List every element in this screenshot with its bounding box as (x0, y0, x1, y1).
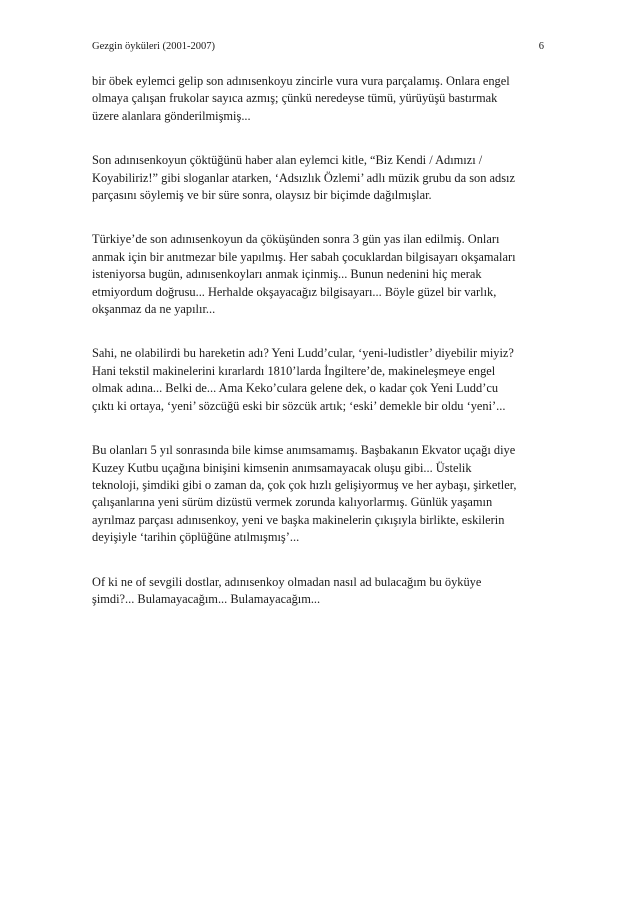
text-line: Bu olanları 5 yıl sonrasında bile kimse anımsamamış. Başbakanın Ekvator uçağı diye (92, 443, 516, 458)
text-line: anmak için bir anıtmezar bile yapılmış. Her sabah çocuklardan bilgisayarı okşamaları (92, 249, 516, 264)
paragraph-6 (92, 574, 550, 609)
text-line: olmaya çalışan frukolar sayıca azmış; çünkü neredeyse tümü, yürüyüşü bastırmak (92, 91, 498, 106)
text-line: Kuzey Kutbu uçağına binişini kimsenin anımsamayacak oluşu gibi... Üstelik (92, 460, 472, 475)
text-line: bir öbek eylemci gelip son adınısenkoyu zincirle vura vura parçalamış. Onlara engel (92, 74, 510, 88)
page-number: 6 (538, 41, 544, 52)
text-line: Türkiye’de son adınısenkoyun da çöküşünden sonra 3 gün yas ilan edilmiş. Onları (92, 232, 500, 247)
paragraph-2 (92, 152, 550, 204)
body-text (92, 73, 550, 635)
text-line: teknoloji, şimdiki gibi o zaman da, çok çok hızlı gelişiyormuş ve her aybaşı, şirketler, (92, 477, 517, 492)
text-line: çalışanlarına yeni sürüm dizüstü vermek zorunda kalıyorlarmış. Günlük yaşamın (92, 495, 493, 510)
paragraph-1 (92, 73, 550, 125)
text-line: çıktı ki ortaya, ‘yeni’ sözcüğü eski bir sözcük artık; ‘eski’ demekle bir oldu ‘yeni’... (92, 398, 506, 413)
text-line: deyişiyle ‘tarihin çöplüğüne atılmışmış’... (92, 530, 300, 545)
text-line: Son adınısenkoyun çöktüğünü haber alan eylemci kitle, “Biz Kendi / Adımızı / (92, 153, 483, 168)
text-line: olmak adına... Belki de... Ama Keko’culara gelene dek, o kadar çok Yeni Ludd’cu (92, 381, 499, 396)
text-line: ayrılmaz parçası adınısenkoy, yeni ve başka makinelerin çıkışıyla birlikte, eskilerin (92, 512, 505, 527)
text-line: Sahi, ne olabilirdi bu hareketin adı? Yeni Ludd’cular, ‘yeni-ludistler’ diyebilir miyiz? (92, 346, 514, 361)
text-line: parçasını söylemiş ve bir süre sonra, olaysız bir biçimde dağılmışlar. (92, 188, 432, 203)
text-line: Of ki ne of sevgili dostlar, adınısenkoy olmadan nasıl ad bulacağım bu öyküye (92, 574, 482, 589)
running-header-title: Gezgin öyküleri (2001-2007) (92, 41, 216, 52)
text-line: Koyabiliriz!” gibi sloganlar atarken, ‘Adsızlık Özlemi’ adlı müzik grubu da son adsız (92, 170, 515, 185)
text-line: Hani tekstil makinelerini kırarlardı 1810’larda İngiltere’de, makineleşmeye engel (92, 363, 496, 378)
page-header (92, 40, 544, 54)
text-line: isteniyorsa bugün, adınısenkoyları anmak içinmiş... Bunun nedenini hiç merak (92, 267, 482, 282)
text-line: şimdi?... Bulamayacağım... Bulamayacağım... (92, 591, 321, 606)
paragraph-5 (92, 442, 550, 546)
text-line: okşanmaz da ne yapılır... (92, 302, 216, 317)
paragraph-4 (92, 345, 550, 415)
text-line: etmiyordum doğrusu... Herhalde okşayacağız bilgisayarı... Böyle güzel bir varlık, (92, 284, 497, 299)
text-line: üzere alanlara gönderilmişmiş... (92, 108, 251, 123)
paragraph-3 (92, 231, 550, 318)
